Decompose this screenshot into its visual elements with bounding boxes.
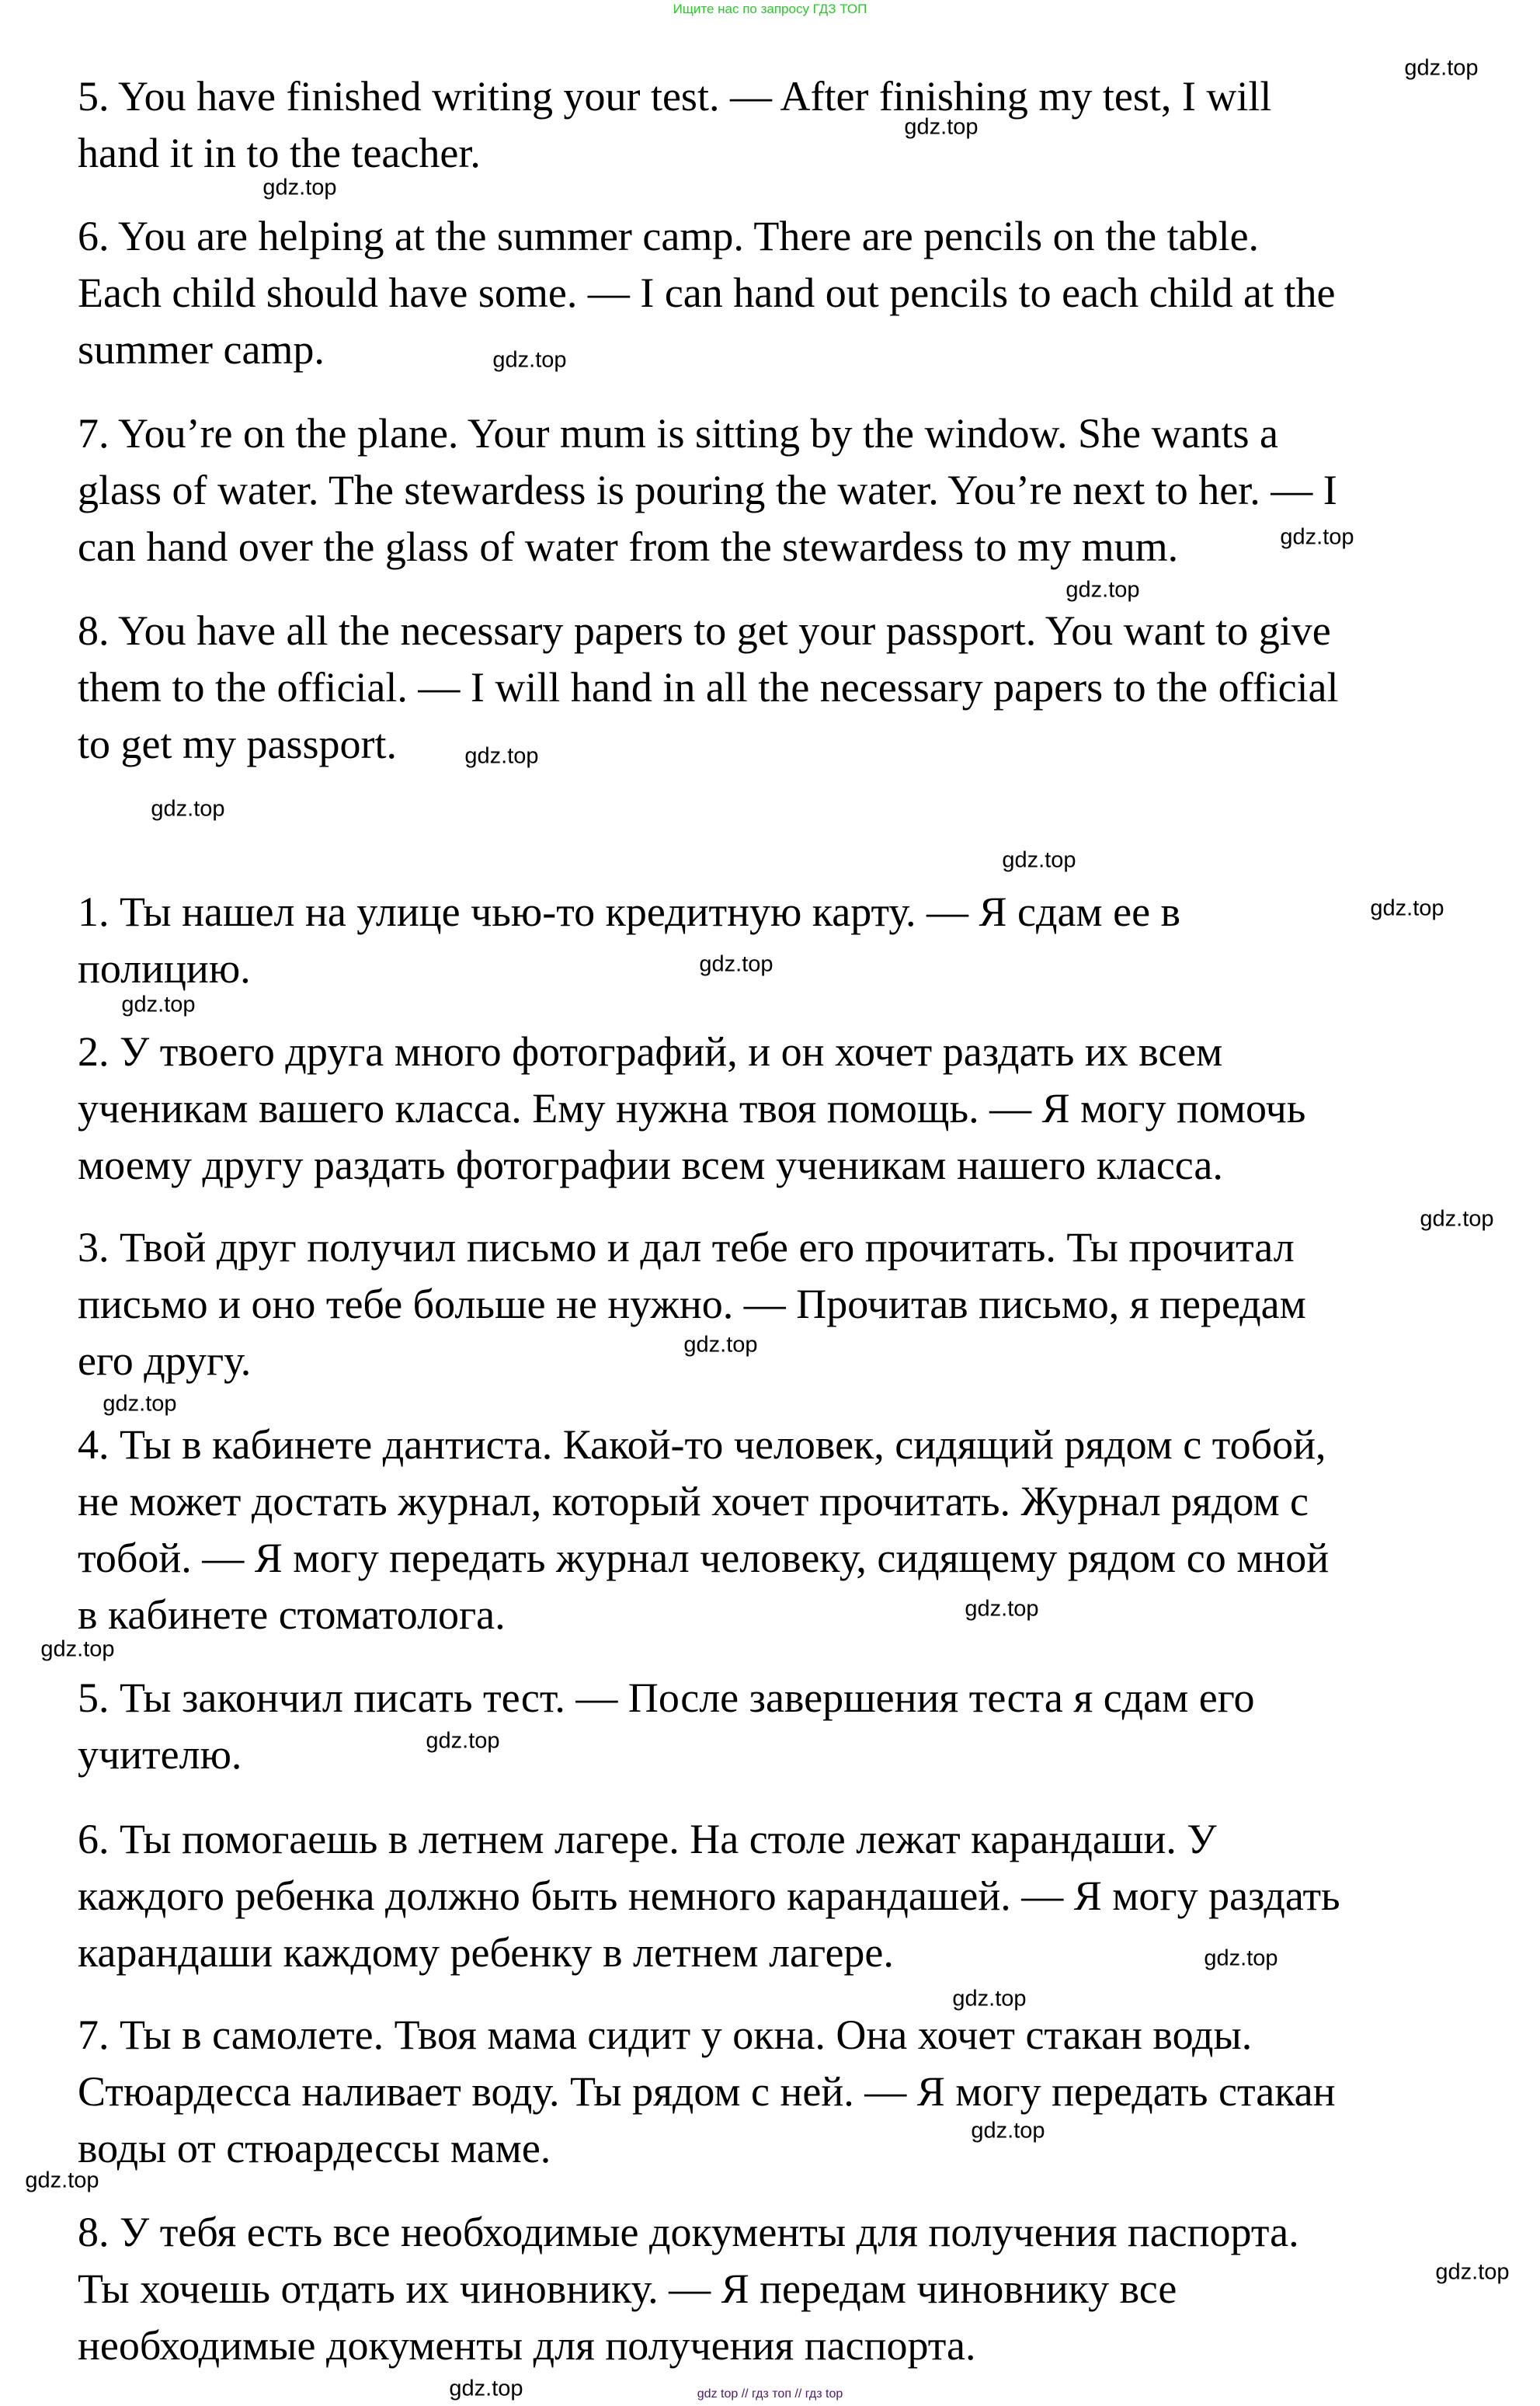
watermark: gdz.top (1435, 2259, 1510, 2285)
text-line: ученикам вашего класса. Ему нужна твоя помощь. — Я могу помочь (78, 1085, 1306, 1132)
english-item-4 (78, 603, 1339, 773)
watermark: gdz.top (25, 2168, 99, 2193)
text-line: Стюардесса наливает воду. Ты рядом с ней. — Я могу передать стакан (78, 2068, 1336, 2115)
text-line: 4. Ты в кабинете дантиста. Какой-то человек, сидящий рядом с тобой, (78, 1421, 1326, 1468)
watermark: gdz.top (1280, 524, 1354, 550)
watermark: gdz.top (262, 175, 337, 200)
text-line: не может достать журнал, который хочет прочитать. Журнал рядом с (78, 1478, 1309, 1525)
text-line: 7. You’re on the plane. Your mum is sitting by the window. She wants a (78, 410, 1278, 457)
english-item-2 (78, 208, 1336, 378)
text-line: воды от стюардессы маме. (78, 2125, 551, 2171)
text-line: 3. Твой друг получил письмо и дал тебе его прочитать. Ты прочитал (78, 1224, 1295, 1271)
text-line: Each child should have some. — I can hand out pencils to each child at the (78, 269, 1336, 316)
russian-item-8 (78, 2204, 1299, 2374)
watermark: gdz.top (1204, 1945, 1278, 1971)
russian-item-5 (78, 1670, 1255, 1783)
watermark: gdz.top (464, 743, 539, 769)
watermark: gdz.top (1002, 847, 1076, 873)
russian-item-1 (78, 884, 1180, 997)
watermark: gdz.top (103, 1391, 177, 1417)
watermark: gdz.top (965, 1596, 1039, 1622)
text-line: summer camp. (78, 326, 325, 373)
english-item-1 (78, 68, 1271, 182)
watermark: gdz.top (699, 951, 773, 977)
footer-banner: gdz top // гдз топ // гдз top (697, 2387, 843, 2401)
text-line: письмо и оно тебе больше не нужно. — Прочитав письмо, я передам (78, 1281, 1306, 1327)
header-banner: Ищите нас по запросу ГДЗ ТОП (673, 2, 867, 16)
watermark: gdz.top (1420, 1206, 1494, 1232)
watermark: gdz.top (904, 114, 979, 140)
russian-item-4 (78, 1417, 1329, 1643)
text-line: карандаши каждому ребенку в летнем лагере. (78, 1929, 894, 1976)
watermark: gdz.top (426, 1728, 500, 1754)
text-line: Ты хочешь отдать их чиновнику. — Я передам чиновнику все (78, 2265, 1177, 2312)
watermark: gdz.top (151, 796, 225, 822)
text-line: 6. Ты помогаешь в летнем лагере. На столе лежат карандаши. У (78, 1816, 1217, 1862)
text-line: 2. У твоего друга много фотографий, и он хочет раздать их всем (78, 1028, 1223, 1075)
text-line: полицию. (78, 945, 251, 992)
watermark: gdz.top (1065, 577, 1140, 603)
text-line: hand it in to the teacher. (78, 130, 481, 176)
watermark: gdz.top (683, 1332, 758, 1358)
text-line: 7. Ты в самолете. Твоя мама сидит у окна. Она хочет стакан воды. (78, 2011, 1253, 2058)
watermark: gdz.top (121, 992, 196, 1017)
text-line: каждого ребенка должно быть немного карандашей. — Я могу раздать (78, 1872, 1340, 1919)
watermark: gdz.top (1370, 895, 1444, 921)
text-line: его другу. (78, 1337, 252, 1384)
watermark: gdz.top (971, 2118, 1045, 2143)
watermark: gdz.top (1404, 55, 1479, 81)
text-line: glass of water. The stewardess is pouring the water. You’re next to her. — I (78, 467, 1337, 513)
russian-item-3 (78, 1219, 1306, 1389)
text-line: can hand over the glass of water from the stewardess to my mum. (78, 523, 1179, 570)
russian-item-2 (78, 1024, 1305, 1194)
text-line: 6. You are helping at the summer camp. There are pencils on the table. (78, 213, 1260, 259)
text-line: в кабинете стоматолога. (78, 1591, 506, 1638)
text-line: учителю. (78, 1731, 242, 1778)
english-item-3 (78, 405, 1337, 575)
watermark: gdz.top (449, 2376, 523, 2401)
russian-item-6 (78, 1811, 1340, 1981)
text-line: 5. Ты закончил писать тест. — После завершения теста я сдам его (78, 1674, 1255, 1721)
text-line: необходимые документы для получения паспорта. (78, 2322, 976, 2369)
text-line: тобой. — Я могу передать журнал человеку, сидящему рядом со мной (78, 1535, 1330, 1581)
text-line: them to the official. — I will hand in all the necessary papers to the official (78, 664, 1339, 711)
text-line: 8. У тебя есть все необходимые документы для получения паспорта. (78, 2209, 1299, 2255)
watermark: gdz.top (492, 347, 567, 373)
text-line: 5. You have finished writing your test. — After finishing my test, I will (78, 73, 1272, 120)
russian-item-7 (78, 2007, 1335, 2177)
text-line: to get my passport. (78, 721, 397, 767)
text-line: 8. You have all the necessary papers to get your passport. You want to give (78, 607, 1331, 654)
watermark: gdz.top (952, 1986, 1027, 2011)
watermark: gdz.top (40, 1636, 115, 1662)
text-line: 1. Ты нашел на улице чью-то кредитную карту. — Я сдам ее в (78, 888, 1181, 935)
text-line: моему другу раздать фотографии всем ученикам нашего класса. (78, 1142, 1223, 1188)
